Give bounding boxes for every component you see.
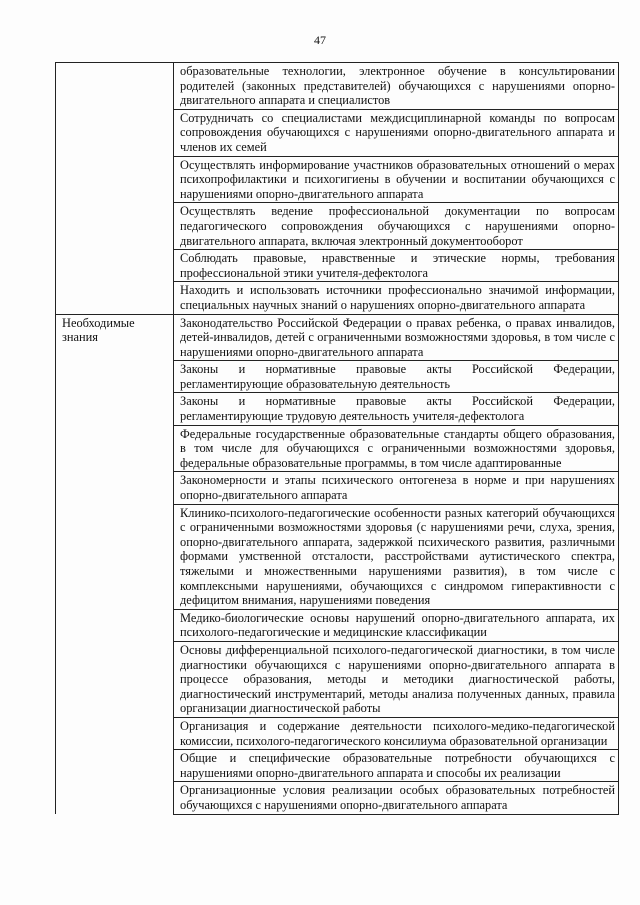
- requirements-table: [55, 62, 619, 815]
- requirement-text: Сотрудничать со специалистами междисциплинарной команды по вопросам сопровождения обучающихся с нарушениями опорно-двигательного аппарата и членов их семей: [174, 109, 619, 156]
- row-label: [56, 609, 174, 641]
- row-label: [56, 472, 174, 504]
- table-row: [56, 63, 619, 110]
- table-row: [56, 750, 619, 782]
- row-label: [56, 282, 174, 314]
- table-row: [56, 282, 619, 314]
- table-row: [56, 717, 619, 749]
- row-label: [56, 425, 174, 472]
- row-label: [56, 156, 174, 203]
- row-label: [56, 250, 174, 282]
- requirement-text: Основы дифференциальной психолого-педагогической диагностики, в том числе диагностики обучающихся с нарушениями опорно-двигательного аппарата в процессе образования, методы и методики диагностической работы, диагностический инструментарий, методы анализа полученных данных, правила организации диагностической работы: [174, 641, 619, 717]
- row-label: [56, 750, 174, 782]
- table-row: [56, 782, 619, 814]
- requirement-text: Осуществлять информирование участников образовательных отношений о мерах психопрофилактики и психогигиены в обучении и воспитании обучающихся с нарушениями опорно-двигательного аппарата: [174, 156, 619, 203]
- requirement-text: Федеральные государственные образовательные стандарты общего образования, в том числе для обучающихся с ограниченными возможностями здоровья, федеральные образовательные программы, в том числе адаптированные: [174, 425, 619, 472]
- row-label: [56, 203, 174, 250]
- table-row: [56, 504, 619, 609]
- table-row: [56, 203, 619, 250]
- row-label: [56, 504, 174, 609]
- table-row: [56, 609, 619, 641]
- requirement-text: Соблюдать правовые, нравственные и этические нормы, требования профессиональной этики учителя-дефектолога: [174, 250, 619, 282]
- table-row: [56, 425, 619, 472]
- requirement-text: Медико-биологические основы нарушений опорно-двигательного аппарата, их психолого-педагогические и медицинские классификации: [174, 609, 619, 641]
- requirement-text: Находить и использовать источники профессионально значимой информации, специальных научных знаний о нарушениях опорно-двигательного аппарата: [174, 282, 619, 314]
- requirement-text: Клинико-психолого-педагогические особенности разных категорий обучающихся с ограниченными возможностями здоровья (с нарушениями речи, слуха, зрения, опорно-двигательного аппарата, задержкой психического развития, различными формами умственной отсталости, расстройствами аутистического спектра, тяжелыми и множественными нарушениями развития), в том числе с комплексными нарушениями, обучающихся с синдромом гиперактивности с дефицитом внимания, нарушениями поведения: [174, 504, 619, 609]
- table-row: [56, 641, 619, 717]
- requirement-text: Законодательство Российской Федерации о правах ребенка, о правах инвалидов, детей-инвалидов, детей с ограниченными возможностями здоровья, в том числе с нарушениями опорно-двигательного аппарата: [174, 314, 619, 361]
- row-label: [56, 109, 174, 156]
- table-row: [56, 472, 619, 504]
- table-row: [56, 361, 619, 393]
- table-row: [56, 109, 619, 156]
- table-row: [56, 156, 619, 203]
- requirement-text: Законы и нормативные правовые акты Российской Федерации, регламентирующие образовательную деятельность: [174, 361, 619, 393]
- requirement-text: Организационные условия реализации особых образовательных потребностей обучающихся с нарушениями опорно-двигательного аппарата: [174, 782, 619, 814]
- requirement-text: Организация и содержание деятельности психолого-медико-педагогической комиссии, психолого-педагогического консилиума образовательной организации: [174, 717, 619, 749]
- requirement-text: Законы и нормативные правовые акты Российской Федерации, регламентирующие трудовую деятельность учителя-дефектолога: [174, 393, 619, 425]
- requirement-text: Осуществлять ведение профессиональной документации по вопросам педагогического сопровождения обучающихся с нарушениями опорно-двигательного аппарата, включая электронный документооборот: [174, 203, 619, 250]
- row-label: [56, 393, 174, 425]
- requirements-table-body: [56, 63, 619, 815]
- requirement-text: Общие и специфические образовательные потребности обучающихся с нарушениями опорно-двигательного аппарата и способы их реализации: [174, 750, 619, 782]
- table-row: [56, 250, 619, 282]
- requirement-text: Закономерности и этапы психического онтогенеза в норме и при нарушениях опорно-двигательного аппарата: [174, 472, 619, 504]
- row-label: [56, 63, 174, 110]
- page-number: 47: [314, 33, 326, 47]
- row-label: [56, 361, 174, 393]
- table-row: [56, 314, 619, 361]
- table-row: [56, 393, 619, 425]
- row-label: [56, 717, 174, 749]
- row-label: [56, 782, 174, 814]
- section-label-required-knowledge: Необходимые знания: [56, 314, 174, 361]
- requirement-text: образовательные технологии, электронное обучение в консультировании родителей (законных представителей) обучающихся с нарушениями опорно-двигательного аппарата и специалистов: [174, 63, 619, 110]
- row-label: [56, 641, 174, 717]
